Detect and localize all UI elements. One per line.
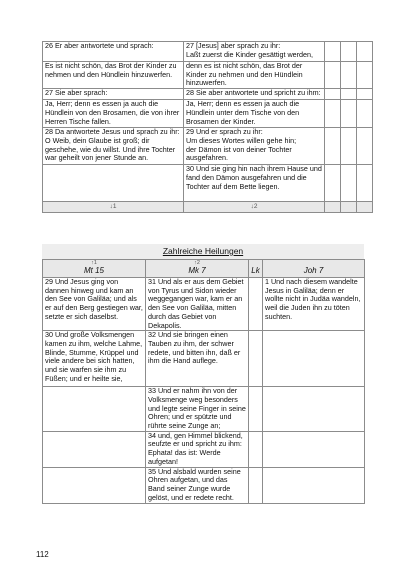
empty-cell: [43, 467, 146, 503]
empty-cell: [341, 128, 357, 165]
empty-cell: [325, 100, 341, 128]
verse-cell: 33 Und er nahm ihn von der Volksmenge weg besonders und legte seine Finger in seine Ohren; und er spützte und rührte seine Zunge an;: [146, 387, 249, 432]
empty-cell: [341, 202, 357, 213]
table-row: [43, 165, 373, 202]
empty-cell: [341, 100, 357, 128]
verse-cell: 35 Und alsbald wurden seine Ohren aufgetan, und das Band seiner Zunge wurde gelöst, und er redete recht.: [146, 467, 249, 503]
verse-cell: 26 Er aber antwortete und sprach:: [43, 42, 184, 62]
verse-cell: denn es ist nicht schön, das Brot der Kinder zu nehmen und den Hündlein hinzuwerfen.: [184, 62, 325, 89]
verse-cell: 27 [Jesus] aber sprach zu ihr: Laßt zuerst die Kinder gesättigt werden,: [184, 42, 325, 62]
verse-cell: 32 Und sie bringen einen Tauben zu ihm, der schwer redete, und bitten ihn, daß er ihm die Hand auflege.: [146, 331, 249, 387]
empty-cell: [263, 331, 365, 387]
empty-cell: [357, 89, 373, 100]
empty-cell: [43, 387, 146, 432]
empty-cell: [341, 62, 357, 89]
empty-cell: [249, 331, 263, 387]
header-john: Joh 7: [263, 266, 365, 278]
page-number: 112: [36, 550, 49, 559]
empty-cell: [357, 165, 373, 202]
verse-cell: [43, 165, 184, 202]
table-row: [43, 387, 365, 432]
top-parallel-table: [42, 41, 373, 213]
gospel-header-row: [43, 266, 365, 278]
table-row: [43, 467, 365, 503]
verse-cell: Es ist nicht schön, das Brot der Kinder zu nehmen und den Hündlein hinzuwerfen.: [43, 62, 184, 89]
empty-cell: [325, 165, 341, 202]
empty-cell: [341, 42, 357, 62]
verse-cell: 29 Und Jesus ging von dannen hinweg und kam an den See von Galiläa; und als er auf den Berg gestiegen war, setzte er sich daselbst.: [43, 278, 146, 331]
empty-cell: [357, 128, 373, 165]
verse-cell: 30 Und große Volksmengen kamen zu ihm, welche Lahme, Blinde, Stumme, Krüppel und viele andere bei sich hatten, und sie warfen sie ihm zu Füßen; und er heilte sie,: [43, 331, 146, 387]
verse-cell: 29 Und er sprach zu ihr: Um dieses Wortes willen gehe hin; der Dämon ist von deiner Tochter ausgefahren.: [184, 128, 325, 165]
nav-link-up-1[interactable]: ↑1: [43, 260, 146, 267]
empty-cell: [325, 42, 341, 62]
empty-cell: [263, 431, 365, 467]
empty-cell: [249, 278, 263, 331]
verse-cell: Ja, Herr; denn es essen ja auch die Hündlein von den Brosamen, die von ihrer Herren Tische fallen.: [43, 100, 184, 128]
empty-cell: [325, 89, 341, 100]
verse-cell: 28 Sie aber antwortete und spricht zu ihm:: [184, 89, 325, 100]
empty-cell: [357, 42, 373, 62]
empty-cell: [263, 387, 365, 432]
nav-link-down-2[interactable]: ↓2: [184, 202, 325, 213]
table-row: [43, 89, 373, 100]
table-row: [43, 278, 365, 331]
verse-cell: 1 Und nach diesem wandelte Jesus in Galiläa; denn er wollte nicht in Judäa wandeln, weil die Juden ihn zu töten suchten.: [263, 278, 365, 331]
header-mark: Mk 7: [146, 266, 249, 278]
table-row: [43, 100, 373, 128]
empty-cell: [357, 100, 373, 128]
table-row: [43, 331, 365, 387]
table-row: [43, 431, 365, 467]
empty-cell: [325, 62, 341, 89]
verse-cell: 34 und, gen Himmel blickend, seufzte er und spricht zu ihm: Ephata! das ist: Werde aufgetan!: [146, 431, 249, 467]
table-row: [43, 42, 373, 62]
verse-cell: 30 Und sie ging hin nach ihrem Hause und fand den Dämon ausgefahren und die Tochter auf dem Bette liegen.: [184, 165, 325, 202]
nav-link-down-1[interactable]: ↓1: [43, 202, 184, 213]
empty-cell: [357, 62, 373, 89]
section-title: [42, 244, 364, 259]
empty-cell: [263, 467, 365, 503]
table-row: [43, 62, 373, 89]
section-title-text: Zahlreiche Heilungen: [162, 246, 244, 256]
verse-cell: 27 Sie aber sprach:: [43, 89, 184, 100]
empty-cell: [249, 431, 263, 467]
empty-cell: [325, 128, 341, 165]
verse-cell: Ja, Herr; denn es essen ja auch die Hündlein unter dem Tische von den Brosamen der Kinder.: [184, 100, 325, 128]
empty-cell: [43, 431, 146, 467]
header-matthew: Mt 15: [43, 266, 146, 278]
empty-cell: [341, 165, 357, 202]
empty-cell: [357, 202, 373, 213]
empty-cell: [325, 202, 341, 213]
bottom-parallel-table: [42, 259, 365, 504]
empty-cell: [249, 387, 263, 432]
empty-cell: [341, 89, 357, 100]
empty-cell: [249, 467, 263, 503]
table-row: [43, 128, 373, 165]
verse-cell: 31 Und als er aus dem Gebiet von Tyrus und Sidon wieder weggegangen war, kam er an den See von Galiläa, mitten durch das Gebiet von Dekapolis.: [146, 278, 249, 331]
header-luke: Lk: [249, 266, 263, 278]
nav-link-up-2[interactable]: ↑2: [146, 260, 249, 267]
verse-cell: 28 Da antwortete Jesus und sprach zu ihr: O Weib, dein Glaube ist groß; dir geschehe, wie du willst. Und ihre Tochter war geheilt von jener Stunde an.: [43, 128, 184, 165]
nav-row: [43, 202, 373, 213]
